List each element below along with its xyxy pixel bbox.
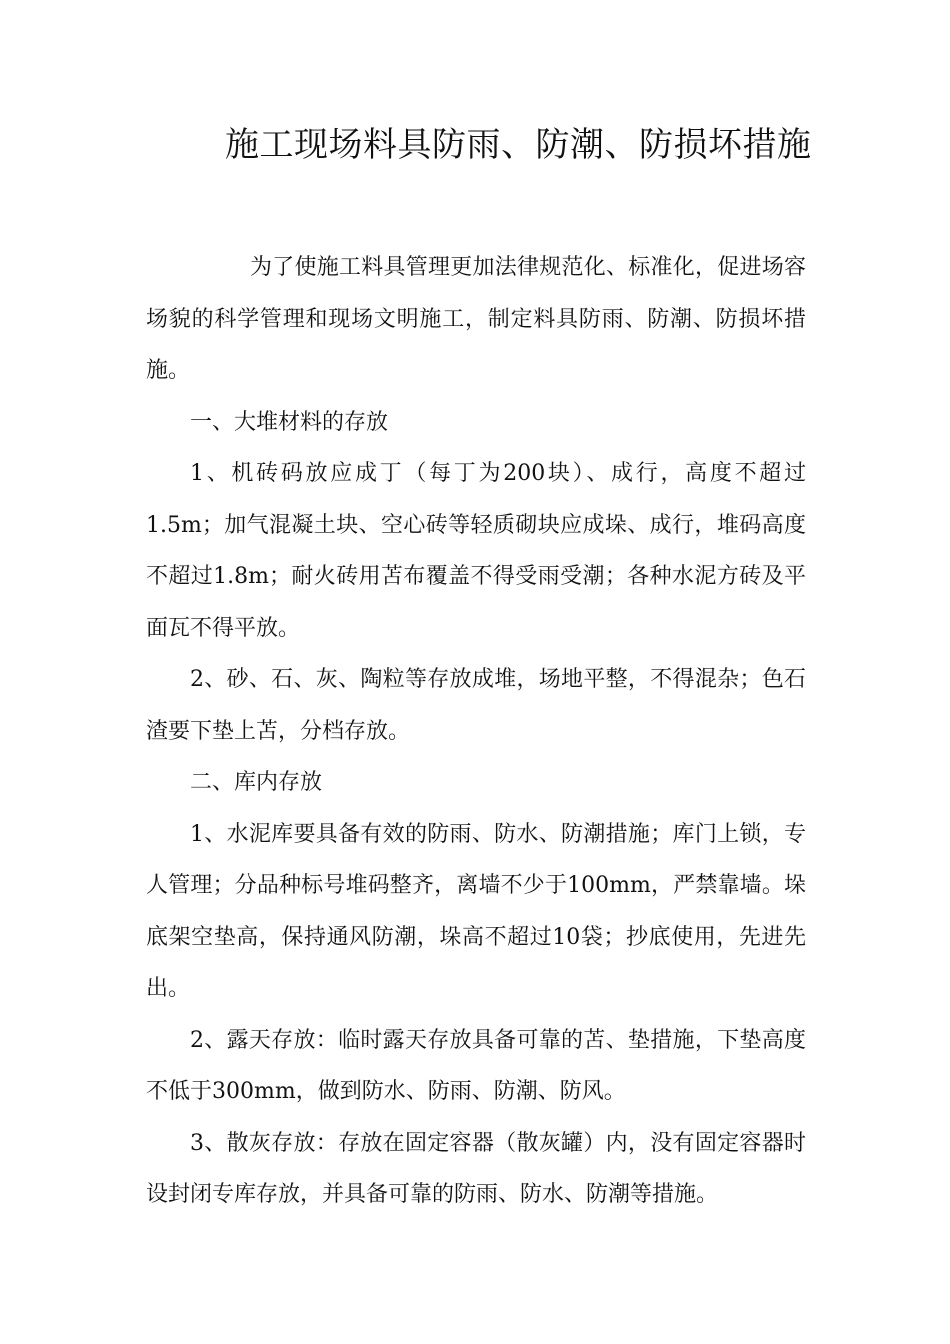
- paragraph-open-air-storage: 2、露天存放：临时露天存放具备可靠的苫、垫措施，下垫高度不低于300mm，做到防水、防雨、防潮、防风。: [146, 1027, 806, 1104]
- section-heading-bulk-materials: 一、大堆材料的存放: [190, 409, 389, 435]
- document-body: [146, 242, 806, 1221]
- paragraph-intro: 为了使施工料具管理更加法律规范化、标准化，促进场容场貌的科学管理和现场文明施工，制定料具防雨、防潮、防损坏措施。: [146, 255, 806, 383]
- section-heading-indoor-storage: 二、库内存放: [190, 770, 323, 795]
- paragraph-bricks: 1、机砖码放应成丁（每丁为200块）、成行，高度不超过1.5m；加气混凝土块、空心砖等轻质砌块应成垛、成行，堆码高度不超过1.8m；耐火砖用苫布覆盖不得受雨受潮；各种水泥方砖及平面瓦不得平放。: [146, 461, 806, 641]
- document-title: 施工现场料具防雨、防潮、防损坏措施: [225, 125, 812, 165]
- paragraph-sand-stone: 2、砂、石、灰、陶粒等存放成堆，场地平整，不得混杂；色石渣要下垫上苫，分档存放。: [146, 667, 806, 744]
- paragraph-cement-warehouse: 1、水泥库要具备有效的防雨、防水、防潮措施；库门上锁，专人管理；分品种标号堆码整齐，离墙不少于100mm，严禁靠墙。垛底架空垫高，保持通风防潮，垛高不超过10袋；抄底使用，先进先出。: [146, 821, 806, 1001]
- paragraph-bulk-cement-storage: 3、散灰存放：存放在固定容器（散灰罐）内，没有固定容器时设封闭专库存放，并具备可靠的防雨、防水、防潮等措施。: [146, 1130, 806, 1207]
